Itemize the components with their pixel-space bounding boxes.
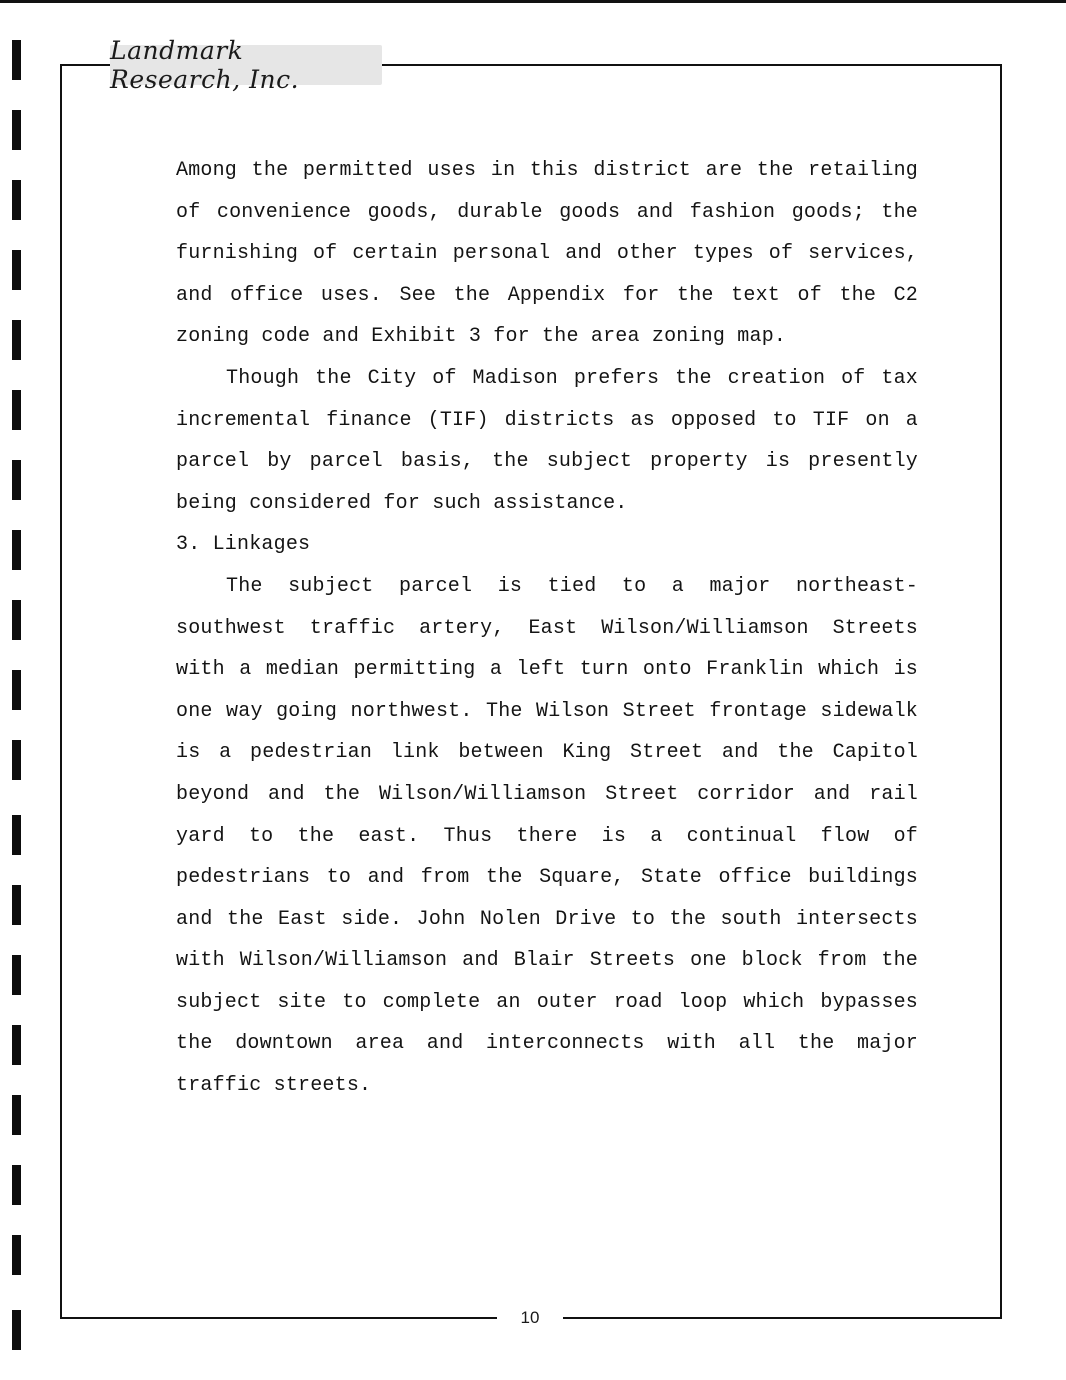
- top-edge-line: [0, 0, 1066, 3]
- company-logo: [110, 36, 382, 94]
- binding-holes: [12, 0, 24, 1380]
- page-number: 10: [497, 1308, 563, 1328]
- paragraph-permitted-uses: Among the permitted uses in this district are the retailing of convenience goods, durable goods and fashion goods; the furnishing of certain personal and other types of services, and office uses. See the Appendix for the text of the C2 zoning code and Exhibit 3 for the area zoning map.: [176, 159, 918, 349]
- page-body: [176, 150, 918, 1107]
- section-heading-linkages: 3. Linkages: [176, 533, 311, 557]
- logo-text: Landmark Research, Inc.: [110, 36, 300, 94]
- paragraph-linkages: The subject parcel is tied to a major northeast-southwest traffic artery, East Wilson/Williamson Streets with a median permitting a left turn onto Franklin which is one way going northwest. The Wilson Street frontage sidewalk is a pedestrian link between King Street and the Capitol beyond and the Wilson/Williamson Street corridor and rail yard to the east. Thus there is a continual flow of pedestrians to and from the Square, State office buildings and the East side. John Nolen Drive to the south intersects with Wilson/Williamson and Blair Streets one block from the subject site to complete an outer road loop which bypasses the downtown area and interconnects with all the major traffic streets.: [176, 574, 918, 1098]
- paragraph-tif: Though the City of Madison prefers the creation of tax incremental finance (TIF) districts as opposed to TIF on a parcel by parcel basis, the subject property is presently being considered for such assistance.: [176, 366, 918, 515]
